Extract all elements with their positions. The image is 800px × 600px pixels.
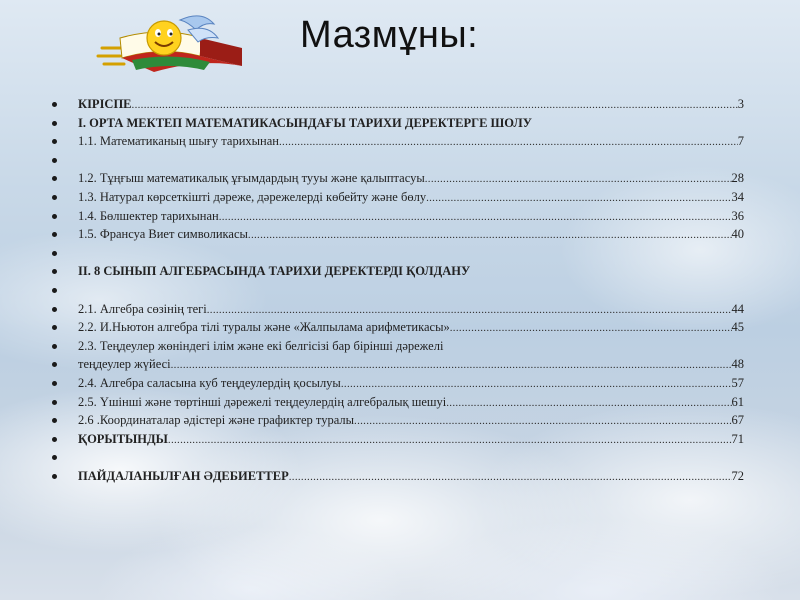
- toc-line: [78, 318, 744, 337]
- toc-entry: [52, 355, 752, 374]
- toc-page-number: 48: [731, 357, 744, 372]
- toc-entry: [52, 430, 752, 449]
- toc-entry: [52, 114, 752, 133]
- dot-leader: [446, 394, 731, 412]
- toc-page-number: 57: [731, 375, 744, 390]
- toc-entry: [52, 448, 752, 467]
- toc-entry: [52, 318, 752, 337]
- toc-entry-title: ІІ. 8 СЫНЫП АЛГЕБРАСЫНДА ТАРИХИ ДЕРЕКТЕРДІ ҚОЛДАНУ: [78, 264, 471, 279]
- toc-line: [78, 114, 744, 132]
- dot-leader: [207, 301, 732, 319]
- toc-entry-title: 2.4. Алгебра саласына куб теңдеулердің қосылуы: [78, 375, 341, 390]
- toc-page-number: 3: [737, 97, 744, 111]
- toc-page-number: 61: [731, 394, 744, 409]
- toc-line: [78, 300, 744, 319]
- toc-entry: [52, 411, 752, 430]
- dot-leader: [248, 226, 732, 244]
- bullet-icon: [52, 139, 57, 144]
- toc-entry: [52, 225, 752, 244]
- toc-page-number: 40: [731, 227, 744, 242]
- bullet-icon: [52, 400, 57, 405]
- toc-page-number: 71: [731, 431, 744, 446]
- toc-entry: [52, 281, 752, 300]
- toc-entry-title: 1.5. Франсуа Виет символикасы: [78, 227, 248, 242]
- bullet-icon: [52, 269, 57, 274]
- dot-leader: [354, 412, 731, 430]
- toc-entry-title: 2.6 .Координаталар әдістері және графиктер туралы: [78, 413, 355, 428]
- bullet-icon: [52, 474, 57, 479]
- dot-leader: [132, 96, 738, 114]
- toc-page-number: 67: [731, 413, 744, 428]
- bullet-icon: [52, 195, 57, 200]
- page-title: Мазмұны:: [300, 14, 479, 56]
- dot-leader: [219, 208, 732, 226]
- toc-line: [78, 207, 744, 226]
- toc-page-number: 44: [731, 301, 744, 316]
- bullet-icon: [52, 176, 57, 181]
- table-of-contents: [52, 95, 752, 485]
- bullet-icon: [52, 344, 57, 349]
- toc-entry: [52, 300, 752, 319]
- toc-entry: [52, 95, 752, 114]
- toc-line: [78, 262, 744, 280]
- toc-page-number: 45: [731, 320, 744, 335]
- toc-entry: [52, 132, 752, 151]
- toc-entry: [52, 169, 752, 188]
- dot-leader: [279, 133, 738, 151]
- flying-book-icon: [92, 8, 252, 78]
- toc-entry: [52, 262, 752, 281]
- toc-entry-title: ПАЙДАЛАНЫЛҒАН ӘДЕБИЕТТЕР: [78, 468, 289, 483]
- bullet-icon: [52, 362, 57, 367]
- toc-entry-title: 2.3. Теңдеулер жөніндегі ілім және екі белгісізі бар бірінші дәрежелі: [78, 338, 444, 353]
- toc-line: [78, 430, 744, 449]
- toc-entry-title: І. ОРТА МЕКТЕП МАТЕМАТИКАСЫНДАҒЫ ТАРИХИ ДЕРЕКТЕРГЕ ШОЛУ: [78, 115, 532, 130]
- toc-line: [78, 467, 744, 486]
- bullet-icon: [52, 437, 57, 442]
- toc-page-number: 7: [737, 134, 744, 149]
- toc-entry: [52, 207, 752, 226]
- dot-leader: [341, 375, 732, 393]
- dot-leader: [289, 468, 732, 486]
- toc-entry-title: 1.4. Бөлшектер тарихынан: [78, 208, 219, 223]
- toc-entry: [52, 393, 752, 412]
- toc-entry-title: 1.3. Натурал көрсеткішті дәреже, дәрежелерді көбейту және бөлу: [78, 189, 427, 204]
- bullet-icon: [52, 214, 57, 219]
- toc-entry-title: 1.2. Тұңғыш математикалық ұғымдардың тууы және қалыптасуы: [78, 171, 425, 186]
- toc-entry-title: КІРІСПЕ: [78, 97, 132, 111]
- toc-entry: [52, 151, 752, 170]
- toc-entry-title: 2.1. Алгебра сөзінің тегі: [78, 301, 207, 316]
- toc-entry: [52, 188, 752, 207]
- bullet-icon: [52, 288, 57, 293]
- toc-entry-title: ҚОРЫТЫНДЫ: [78, 431, 168, 446]
- toc-page-number: 28: [731, 171, 744, 186]
- bullet-icon: [52, 121, 57, 126]
- bullet-icon: [52, 307, 57, 312]
- toc-entry: [52, 244, 752, 263]
- dot-leader: [450, 319, 732, 337]
- bullet-icon: [52, 158, 57, 163]
- toc-entry: [52, 467, 752, 486]
- toc-page-number: 72: [731, 468, 744, 483]
- toc-entry-title: 2.5. Үшінші және төртінші дәрежелі теңдеулердің алгебралық шешуі: [78, 394, 447, 409]
- toc-line: [78, 188, 744, 207]
- toc-entry-title: теңдеулер жүйесі: [78, 357, 171, 372]
- bullet-icon: [52, 102, 57, 107]
- dot-leader: [425, 170, 732, 188]
- bullet-icon: [52, 251, 57, 256]
- dot-leader: [168, 431, 732, 449]
- toc-page-number: 34: [731, 189, 744, 204]
- bullet-icon: [52, 455, 57, 460]
- bullet-icon: [52, 418, 57, 423]
- toc-line: [78, 169, 744, 188]
- bullet-icon: [52, 325, 57, 330]
- toc-line: [78, 393, 744, 412]
- dot-leader: [171, 356, 732, 374]
- toc-entry: [52, 337, 752, 356]
- bullet-icon: [52, 381, 57, 386]
- toc-line: [78, 95, 744, 114]
- toc-entry: [52, 374, 752, 393]
- toc-line: [78, 132, 744, 151]
- toc-line: [78, 225, 744, 244]
- toc-line: [78, 337, 744, 355]
- toc-entry-title: 2.2. И.Ньютон алгебра тілі туралы және «Жалпылама арифметикасы»: [78, 320, 450, 335]
- toc-line: [78, 411, 744, 430]
- dot-leader: [426, 189, 731, 207]
- toc-entry-title: 1.1. Математиканың шығу тарихынан: [78, 134, 279, 149]
- toc-page-number: 36: [731, 208, 744, 223]
- toc-line: [78, 374, 744, 393]
- toc-line: [78, 355, 744, 374]
- bullet-icon: [52, 232, 57, 237]
